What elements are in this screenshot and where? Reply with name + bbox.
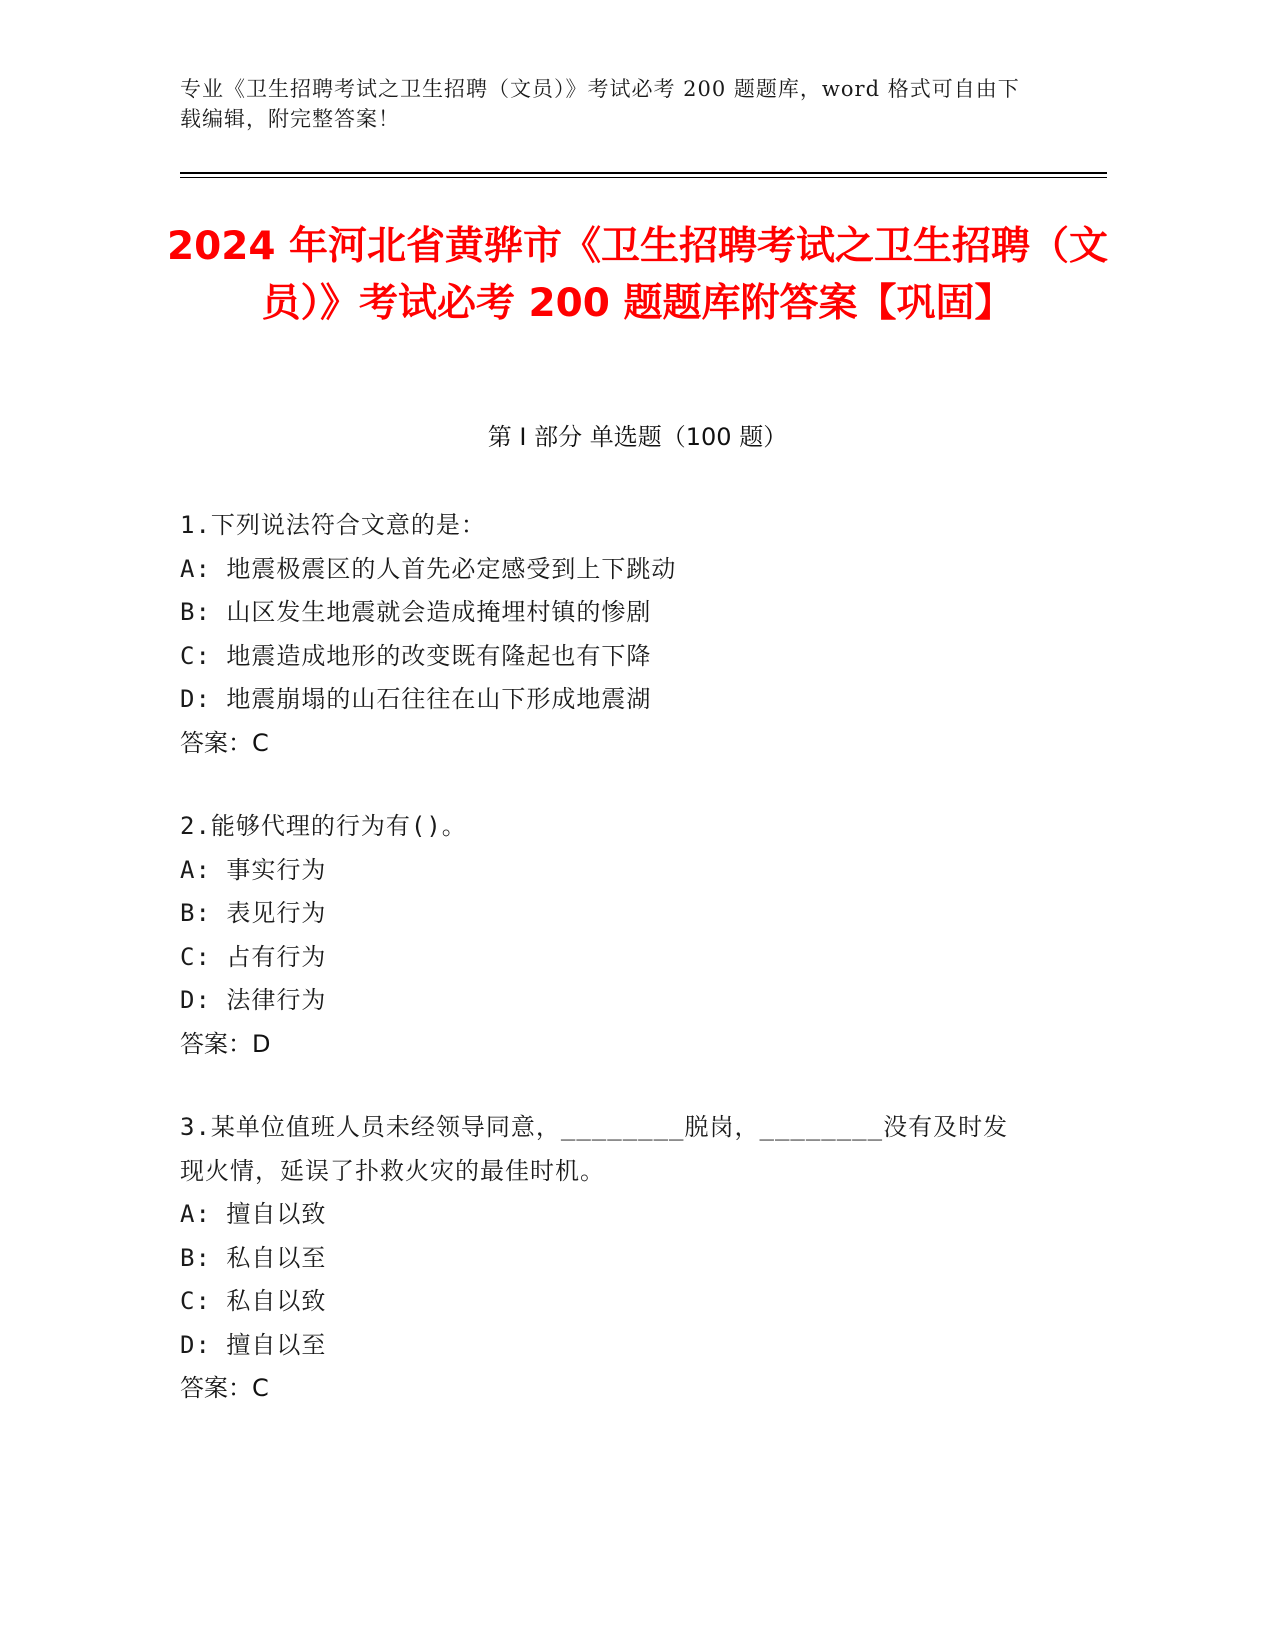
option-d: D: 法律行为	[180, 986, 327, 1014]
document-title: 2024 年河北省黄骅市《卫生招聘考试之卫生招聘（文员）》考试必考 200 题题库附答案【巩固】	[166, 224, 1109, 326]
answer-line: 答案：D	[180, 1029, 271, 1058]
question-stem: 3.某单位值班人员未经领导同意，________脱岗，________没有及时发现火情，延误了扑救火灾的最佳时机。	[180, 1113, 1009, 1185]
section-heading: 第 I 部分 单选题（100 题）	[487, 423, 788, 451]
question-list	[180, 504, 1080, 1451]
question-stem: 1.下列说法符合文意的是：	[180, 511, 486, 539]
option-b: B: 表见行为	[180, 899, 327, 927]
question-item	[180, 504, 1080, 765]
option-a: A: 擅自以致	[180, 1200, 327, 1228]
question-item	[180, 805, 1080, 1066]
option-a: A: 事实行为	[180, 855, 327, 884]
header-divider-thick	[180, 172, 1107, 174]
option-c: C: 私自以致	[180, 1287, 327, 1315]
question-stem: 2.能够代理的行为有()。	[180, 812, 467, 840]
header-divider-thin	[180, 177, 1107, 178]
answer-line: 答案：C	[180, 728, 269, 757]
option-c: C: 占有行为	[180, 942, 327, 971]
option-d: D: 擅自以至	[180, 1330, 327, 1359]
answer-line: 答案：C	[180, 1374, 269, 1402]
header-note: 专业《卫生招聘考试之卫生招聘（文员）》考试必考 200 题题库，word 格式可自由下载编辑，附完整答案！	[180, 77, 1020, 131]
option-c: C: 地震造成地形的改变既有隆起也有下降	[180, 641, 652, 670]
option-d: D: 地震崩塌的山石往往在山下形成地震湖	[180, 685, 652, 713]
option-b: B: 山区发生地震就会造成掩埋村镇的惨剧	[180, 598, 652, 626]
option-a: A: 地震极震区的人首先必定感受到上下跳动	[180, 554, 677, 583]
question-item	[180, 1106, 1080, 1411]
option-b: B: 私自以至	[180, 1243, 327, 1272]
